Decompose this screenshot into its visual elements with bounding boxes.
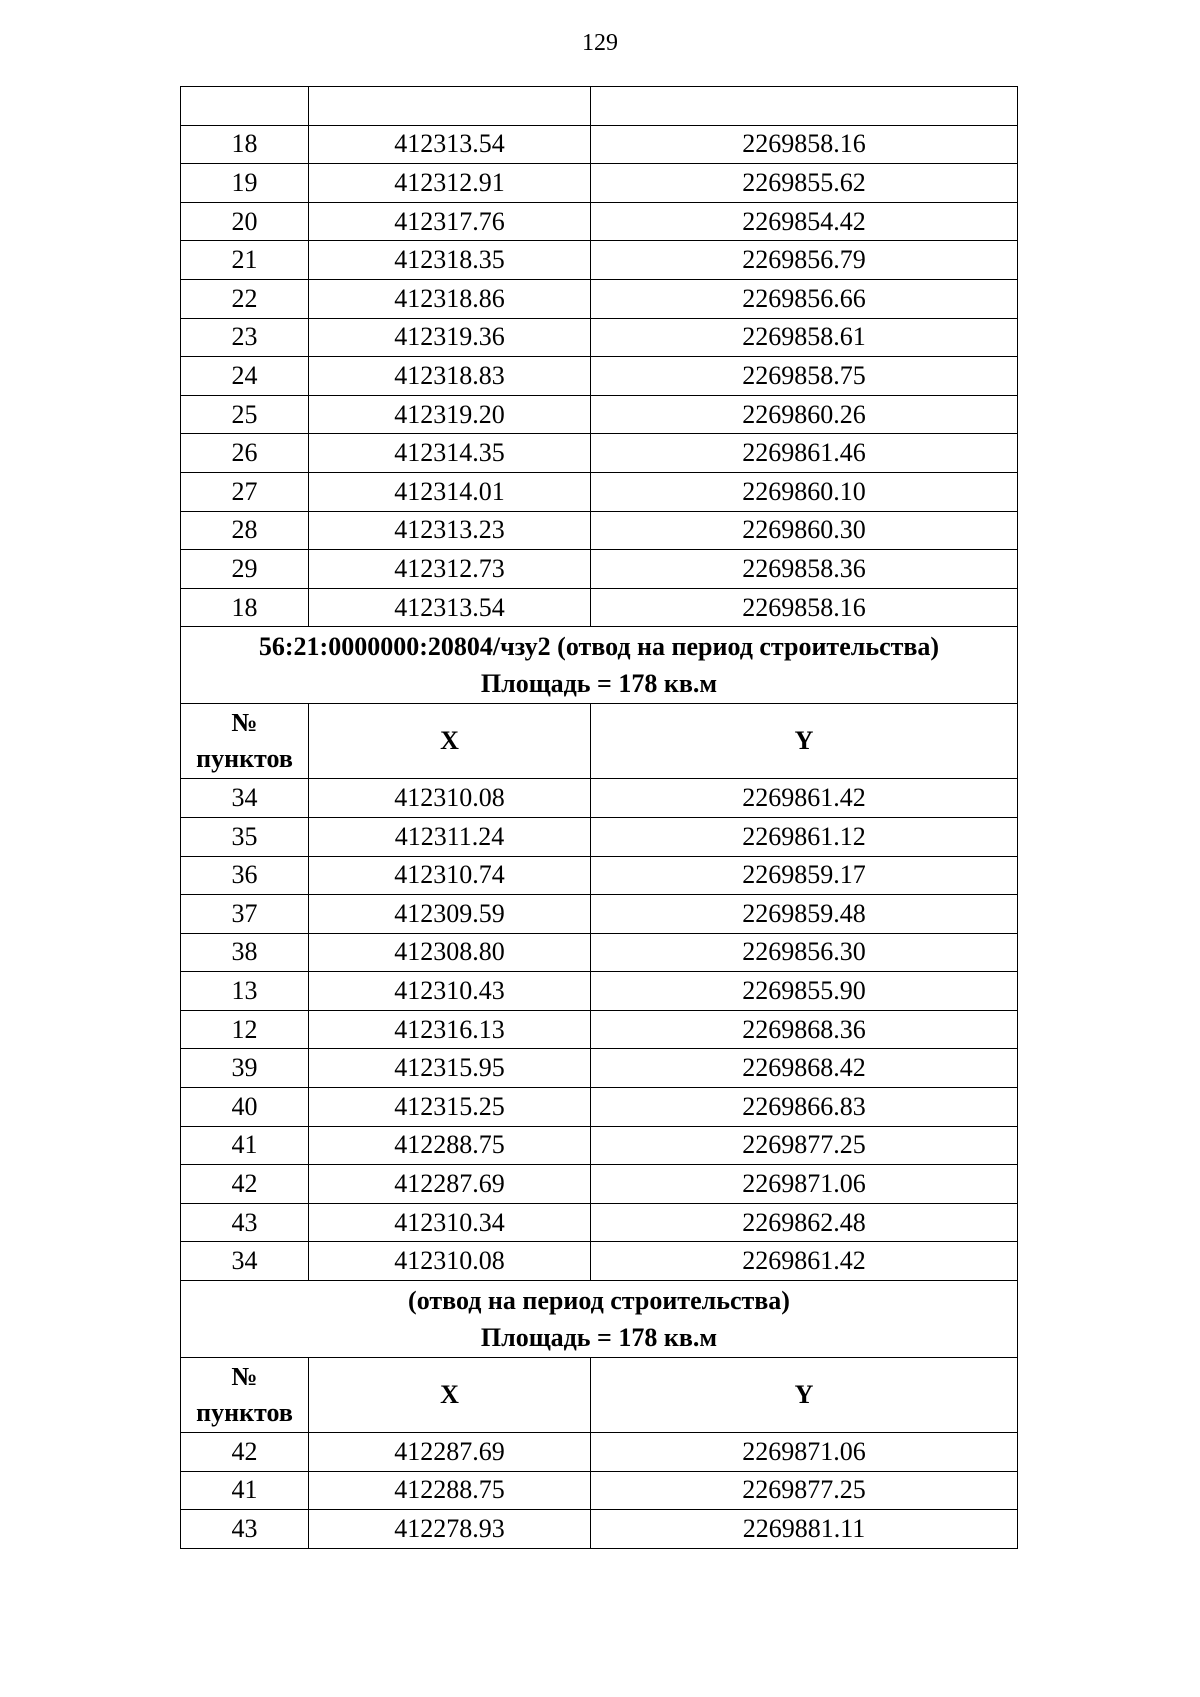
y-coordinate-cell: 2269854.42 [591,202,1018,241]
section-area: Площадь = 178 кв.м [480,1323,718,1353]
table-row [181,125,1018,164]
table-row [181,588,1018,627]
y-coordinate-cell: 2269871.06 [591,1433,1018,1472]
y-coordinate-cell: 2269866.83 [591,1088,1018,1127]
y-coordinate-cell: 2269856.79 [591,241,1018,280]
header-points-label: пунктов [196,1398,293,1428]
coordinates-table-body [181,87,1018,1549]
point-number-cell: 13 [181,972,309,1011]
header-number-sign: № [231,708,258,738]
point-number-cell: 42 [181,1433,309,1472]
point-number-cell: 25 [181,395,309,434]
table-row [181,1203,1018,1242]
point-number-cell: 38 [181,933,309,972]
x-coordinate-cell: 412318.83 [309,357,591,396]
x-coordinate-cell: 412314.01 [309,472,591,511]
x-coordinate-cell: 412310.74 [309,856,591,895]
table-row [181,241,1018,280]
header-point-number [181,1358,309,1433]
x-coordinate-cell: 412317.76 [309,202,591,241]
point-number-cell: 37 [181,895,309,934]
y-coordinate-cell: 2269862.48 [591,1203,1018,1242]
point-number-cell: 27 [181,472,309,511]
x-coordinate-cell: 412315.95 [309,1049,591,1088]
table-row [181,1165,1018,1204]
point-number-cell: 20 [181,202,309,241]
x-coordinate-cell: 412278.93 [309,1510,591,1549]
point-number-cell: 40 [181,1088,309,1127]
point-number-cell: 35 [181,817,309,856]
x-coordinate-cell: 412319.36 [309,318,591,357]
table-row [181,164,1018,203]
table-row [181,895,1018,934]
x-coordinate-cell [309,87,591,126]
header-number-sign: № [231,1362,258,1392]
y-coordinate-cell: 2269861.42 [591,1242,1018,1281]
table-row [181,1126,1018,1165]
page-number: 129 [582,30,618,56]
y-coordinate-cell: 2269855.90 [591,972,1018,1011]
point-number-cell: 22 [181,279,309,318]
point-number-cell: 43 [181,1203,309,1242]
point-number-cell: 18 [181,125,309,164]
point-number-cell: 34 [181,779,309,818]
point-number-cell: 18 [181,588,309,627]
point-number-cell: 39 [181,1049,309,1088]
table-row [181,1049,1018,1088]
x-coordinate-cell: 412313.54 [309,588,591,627]
y-coordinate-cell: 2269860.26 [591,395,1018,434]
point-number-cell [181,87,309,126]
x-coordinate-cell: 412310.34 [309,1203,591,1242]
x-coordinate-cell: 412308.80 [309,933,591,972]
x-coordinate-cell: 412310.08 [309,779,591,818]
table-row [181,1242,1018,1281]
x-coordinate-cell: 412319.20 [309,395,591,434]
x-coordinate-cell: 412287.69 [309,1165,591,1204]
coordinates-table [180,86,1018,1549]
y-coordinate-cell: 2269856.66 [591,279,1018,318]
point-number-cell: 29 [181,550,309,589]
y-coordinate-cell [591,87,1018,126]
y-coordinate-cell: 2269858.36 [591,550,1018,589]
x-coordinate-cell: 412313.54 [309,125,591,164]
table-row [181,472,1018,511]
table-row [181,87,1018,126]
section-title [181,627,1018,704]
section-title-row [181,627,1018,704]
point-number-cell: 41 [181,1126,309,1165]
x-coordinate-cell: 412313.23 [309,511,591,550]
y-coordinate-cell: 2269877.25 [591,1126,1018,1165]
point-number-cell: 26 [181,434,309,473]
y-coordinate-cell: 2269861.12 [591,817,1018,856]
y-coordinate-cell: 2269856.30 [591,933,1018,972]
header-y: Y [591,1358,1018,1433]
y-coordinate-cell: 2269881.11 [591,1510,1018,1549]
table-row [181,357,1018,396]
point-number-cell: 41 [181,1471,309,1510]
y-coordinate-cell: 2269858.61 [591,318,1018,357]
header-x: X [309,704,591,779]
table-row [181,550,1018,589]
table-row [181,1510,1018,1549]
table-row [181,972,1018,1011]
section-title-row [181,1281,1018,1358]
table-row [181,279,1018,318]
point-number-cell: 36 [181,856,309,895]
y-coordinate-cell: 2269860.30 [591,511,1018,550]
table-row [181,511,1018,550]
section-area: Площадь = 178 кв.м [480,669,718,699]
y-coordinate-cell: 2269877.25 [591,1471,1018,1510]
y-coordinate-cell: 2269855.62 [591,164,1018,203]
table-row [181,1010,1018,1049]
section-parcel-title: (отвод на период строительства) [408,1286,790,1316]
x-coordinate-cell: 412311.24 [309,817,591,856]
point-number-cell: 42 [181,1165,309,1204]
x-coordinate-cell: 412315.25 [309,1088,591,1127]
point-number-cell: 28 [181,511,309,550]
table-row [181,779,1018,818]
header-y: Y [591,704,1018,779]
table-header-row [181,704,1018,779]
point-number-cell: 21 [181,241,309,280]
table-row [181,202,1018,241]
point-number-cell: 34 [181,1242,309,1281]
table-row [181,856,1018,895]
y-coordinate-cell: 2269868.36 [591,1010,1018,1049]
x-coordinate-cell: 412310.08 [309,1242,591,1281]
y-coordinate-cell: 2269861.42 [591,779,1018,818]
point-number-cell: 19 [181,164,309,203]
table-row [181,1471,1018,1510]
header-points-label: пунктов [196,744,293,774]
x-coordinate-cell: 412309.59 [309,895,591,934]
y-coordinate-cell: 2269859.17 [591,856,1018,895]
x-coordinate-cell: 412288.75 [309,1471,591,1510]
y-coordinate-cell: 2269858.16 [591,125,1018,164]
point-number-cell: 24 [181,357,309,396]
section-title [181,1281,1018,1358]
x-coordinate-cell: 412316.13 [309,1010,591,1049]
point-number-cell: 23 [181,318,309,357]
y-coordinate-cell: 2269859.48 [591,895,1018,934]
x-coordinate-cell: 412318.35 [309,241,591,280]
y-coordinate-cell: 2269858.16 [591,588,1018,627]
table-row [181,1088,1018,1127]
table-header-row [181,1358,1018,1433]
y-coordinate-cell: 2269860.10 [591,472,1018,511]
header-x: X [309,1358,591,1433]
y-coordinate-cell: 2269871.06 [591,1165,1018,1204]
table-row [181,395,1018,434]
y-coordinate-cell: 2269868.42 [591,1049,1018,1088]
table-row [181,318,1018,357]
x-coordinate-cell: 412318.86 [309,279,591,318]
table-row [181,1433,1018,1472]
x-coordinate-cell: 412310.43 [309,972,591,1011]
point-number-cell: 12 [181,1010,309,1049]
table-row [181,933,1018,972]
header-point-number [181,704,309,779]
x-coordinate-cell: 412312.91 [309,164,591,203]
table-row [181,434,1018,473]
point-number-cell: 43 [181,1510,309,1549]
table-row [181,817,1018,856]
y-coordinate-cell: 2269858.75 [591,357,1018,396]
x-coordinate-cell: 412288.75 [309,1126,591,1165]
x-coordinate-cell: 412312.73 [309,550,591,589]
section-parcel-title: 56:21:0000000:20804/чзу2 (отвод на период строительства) [258,632,940,662]
y-coordinate-cell: 2269861.46 [591,434,1018,473]
x-coordinate-cell: 412314.35 [309,434,591,473]
x-coordinate-cell: 412287.69 [309,1433,591,1472]
